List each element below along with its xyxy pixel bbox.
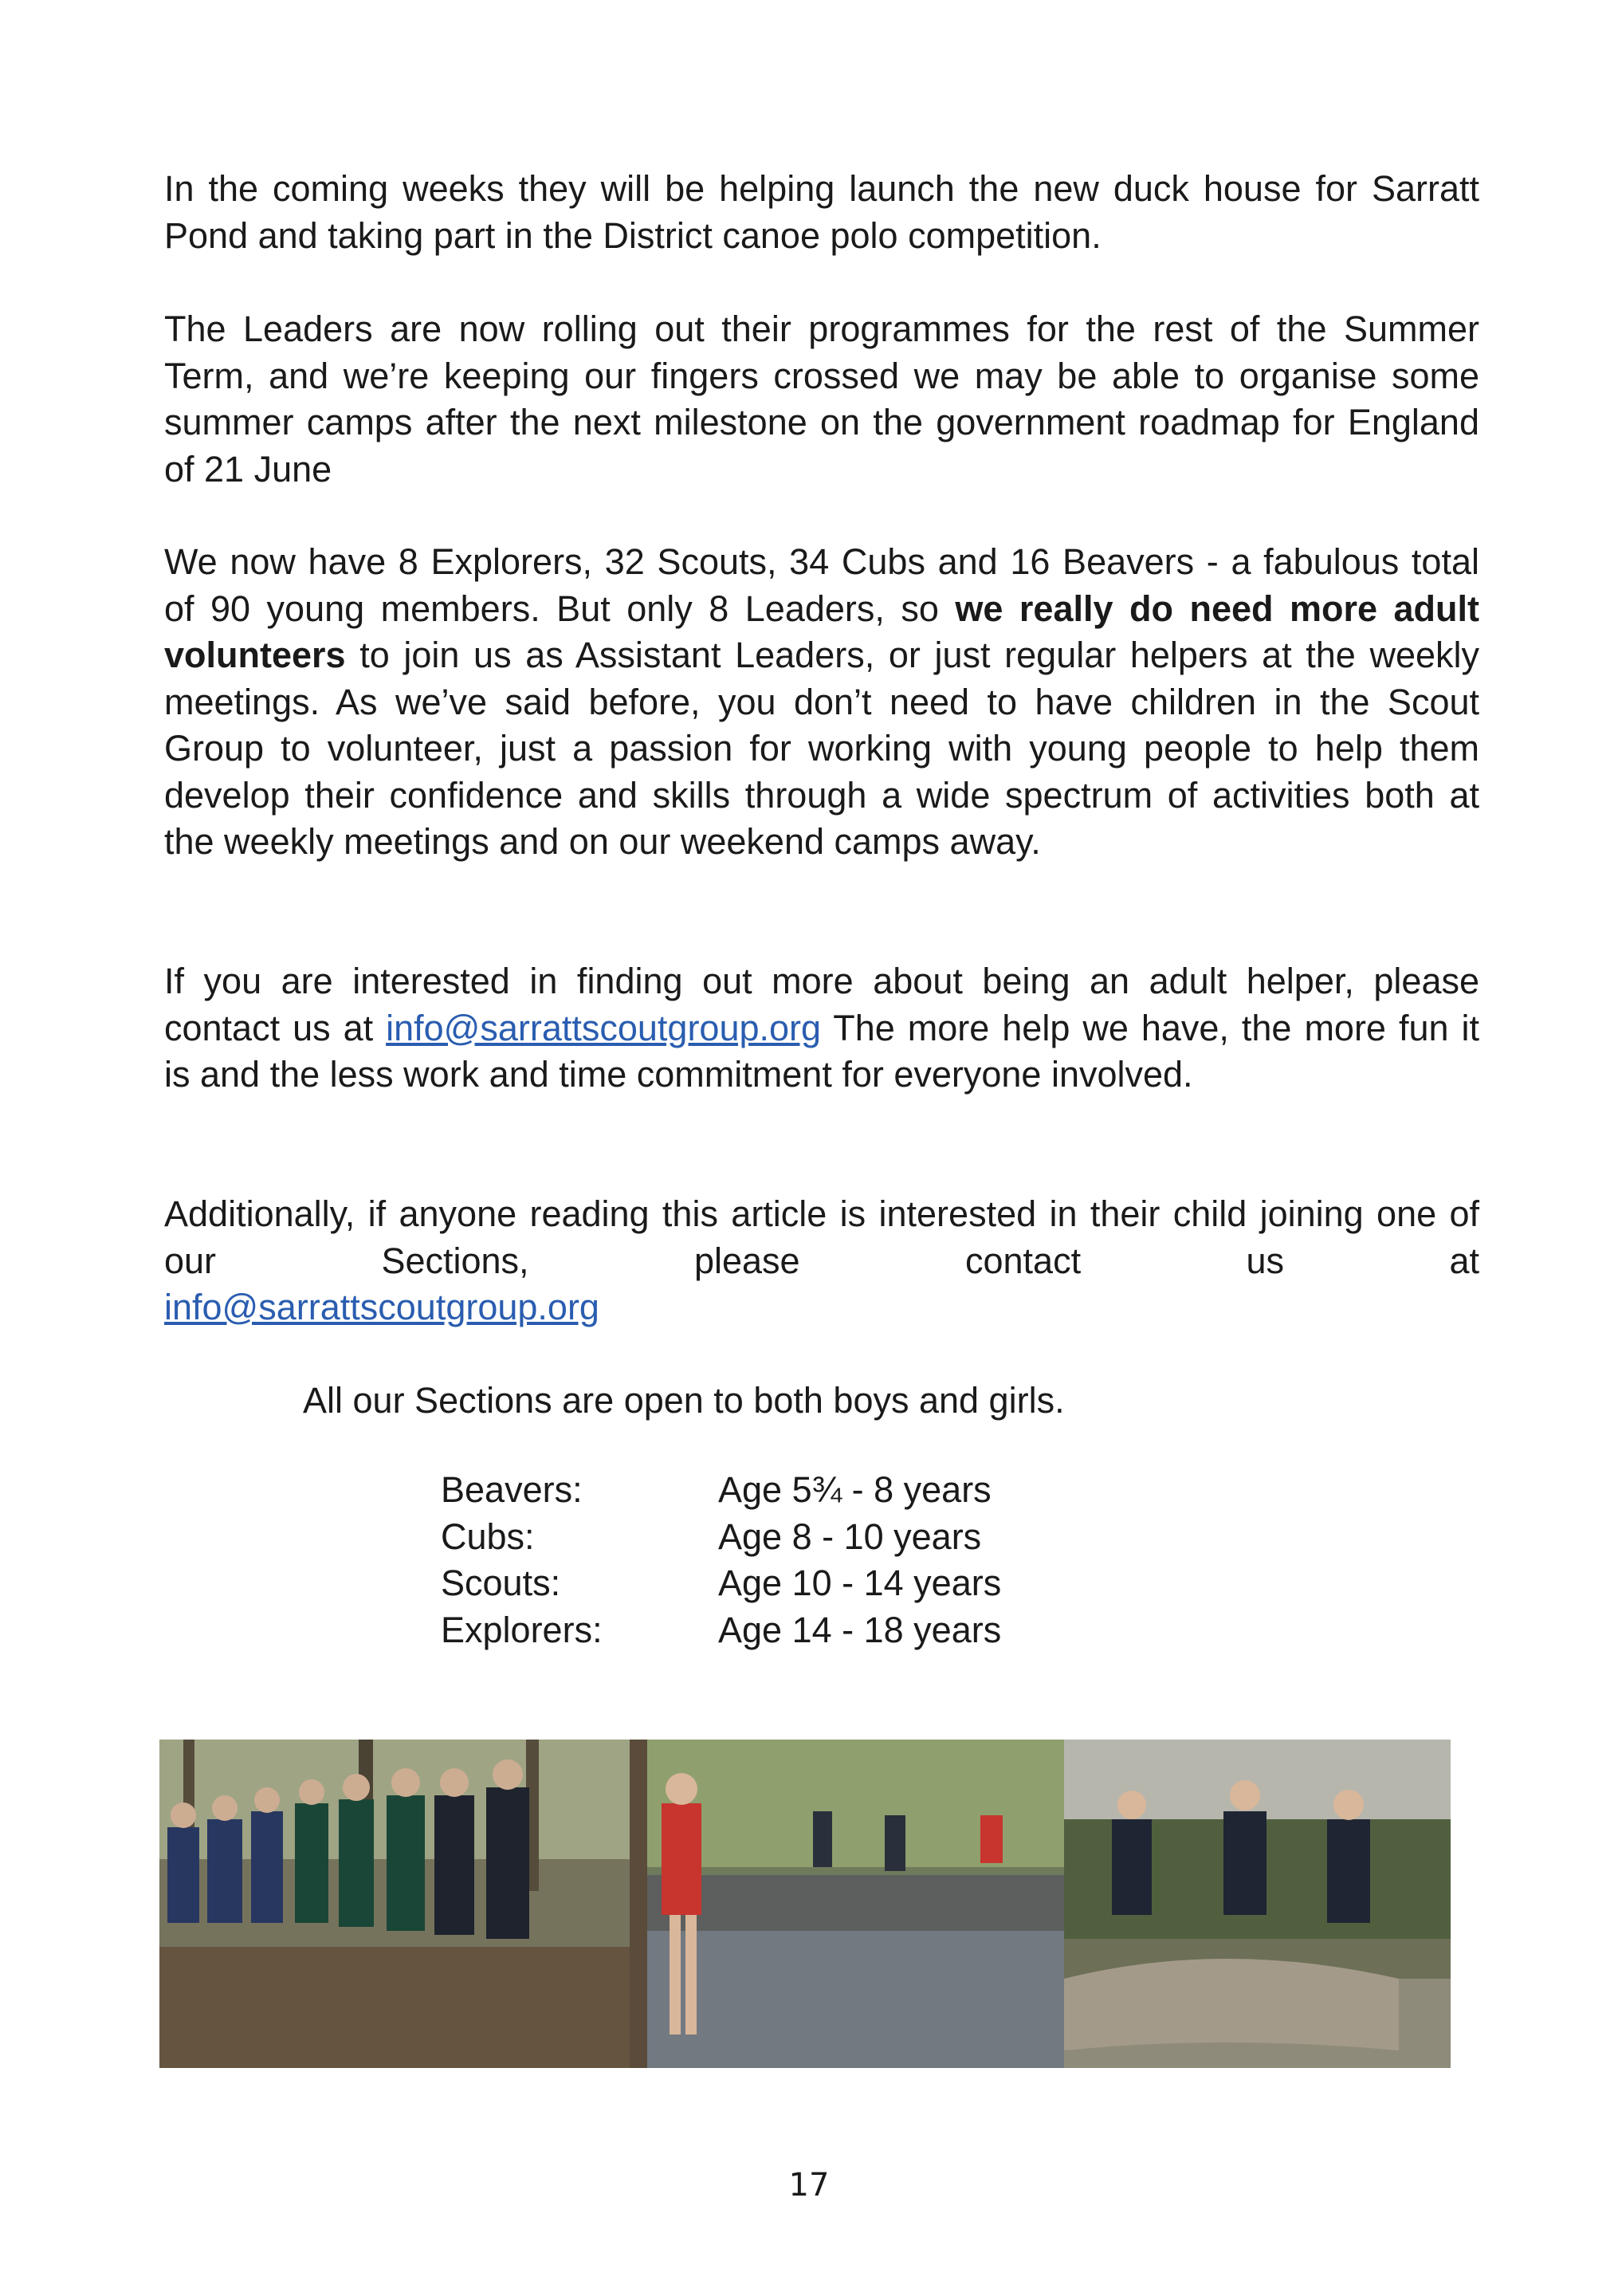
sections-open-note: All our Sections are open to both boys and girls. [303,1380,1065,1421]
paragraph-membership [164,539,1479,866]
scout-photo-strip [159,1740,1451,2068]
membership-text-end: to join us as Assistant Leaders, or just regular helpers at the weekly meetings. As we’ve said before, you don’t need to have children in the Scout Group to volunteer, just a passion for working with young people to help them develop their confidence and skills through a wide spectrum of activities both at the weekly meetings and on our weekend camps away. [164,635,1479,862]
membership-text-start: We now have 8 Explorers, 32 Scouts, 34 Cubs and 16 Beavers - a fabulous total of 90 young members. But only 8 Leaders, so [164,541,1479,629]
section-name: Beavers: [441,1469,583,1510]
section-age-range: Age 10 - 14 years [718,1563,1002,1603]
section-name: Cubs: [441,1516,535,1557]
section-age-range: Age 5¾ - 8 years [718,1469,992,1510]
photo-log-jumping [1064,1740,1451,2068]
section-name: Explorers: [441,1609,603,1650]
paragraph-adult-helper [164,958,1479,1099]
paragraph-summer-term: The Leaders are now rolling out their programmes for the rest of the Summer Term, and we’re keeping our fingers crossed we may be able to organise some summer camps after the next milestone on the government roadmap for England of 21 June [164,309,1479,489]
age-group-row [441,1467,1001,1514]
email-link-sections[interactable]: info@sarrattscoutgroup.org [164,1287,599,1327]
section-name: Scouts: [441,1563,561,1603]
photo-group-woods [159,1740,630,2068]
paragraph-coming-weeks: In the coming weeks they will be helping launch the new duck house for Sarratt Pond and taking part in the District canoe polo competition. [164,168,1479,256]
section-age-range: Age 14 - 18 years [718,1609,1002,1650]
age-groups-list [441,1467,1001,1653]
photo-stream-image [630,1740,1064,2068]
age-group-row [441,1560,1001,1607]
photo-stream [630,1740,1064,2068]
email-link-helpers[interactable]: info@sarrattscoutgroup.org [386,1007,822,1048]
age-group-row [441,1514,1001,1561]
paragraph-join-sections: Additionally, if anyone reading this article is interested in their child joining one of our Sections, please contact us at [164,1193,1479,1281]
photo-group-woods-image [159,1740,630,2068]
page-number: 17 [788,2167,830,2204]
adult-helper-text-start: If you are interested in finding out more about being an adult helper, please contact us at [164,961,1479,1048]
adult-helper-text-end: The more help we have, the more fun it is and the less work and time commitment for everyone involved. [164,1007,1479,1095]
section-age-range: Age 8 - 10 years [718,1516,982,1557]
age-group-row [441,1607,1001,1654]
photo-log-jumping-image [1064,1740,1451,2068]
paragraph-join-sections-link [164,1284,1479,1331]
volunteers-emphasis: we really do need more adult volunteers [164,588,1479,675]
